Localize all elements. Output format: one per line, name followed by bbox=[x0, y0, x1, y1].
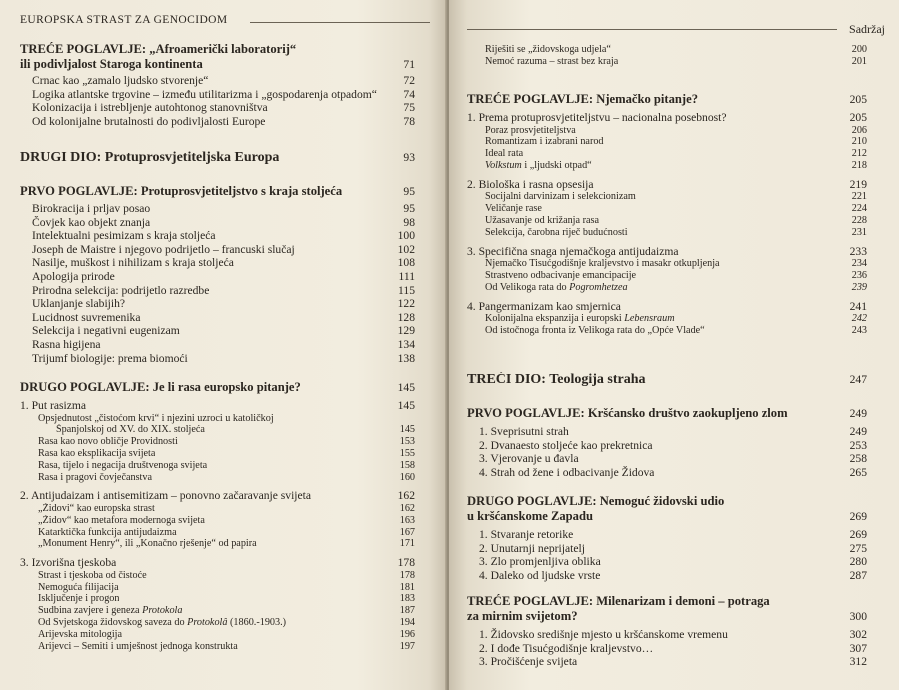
toc-entry bbox=[467, 466, 867, 480]
page-number: 221 bbox=[851, 191, 867, 203]
entry-title: Prirodna selekcija: podrijetlo razredbe bbox=[32, 283, 210, 297]
toc-entry bbox=[467, 655, 867, 669]
page-number: 212 bbox=[851, 148, 867, 160]
entry-title: Rasa, tijelo i negacija društvenoga svijeta bbox=[38, 459, 208, 471]
toc-block-christian-society bbox=[467, 406, 867, 479]
entry-title: Trijumf biologije: prema biomoći bbox=[32, 351, 188, 365]
page-number: 128 bbox=[397, 310, 415, 324]
toc-entry bbox=[20, 297, 415, 311]
page-number: 206 bbox=[851, 124, 867, 136]
entry-title: 3. Zlo promjenljiva oblika bbox=[479, 555, 601, 569]
page-number: 265 bbox=[849, 465, 867, 479]
toc-entry bbox=[20, 88, 415, 102]
entry-title: Selekcija i negativni eugenizam bbox=[32, 324, 180, 338]
toc-entry bbox=[20, 641, 415, 653]
page-number: 138 bbox=[397, 351, 415, 365]
chapter-title-line: DRUGO POGLAVLJE: Nemoguć židovski udio bbox=[467, 494, 725, 508]
page-number: 205 bbox=[849, 93, 867, 106]
entry-title: Nemoć razuma – strast bez kraja bbox=[485, 55, 619, 67]
toc-entry bbox=[20, 338, 415, 352]
entry-title: Volkstum i „ljudski otpad“ bbox=[485, 159, 592, 171]
toc-entry bbox=[467, 160, 867, 172]
entry-title: 4. Strah od žene i odbacivanje Židova bbox=[479, 465, 655, 479]
toc-entry bbox=[467, 439, 867, 453]
section-entry: 1. Prema protuprosvjetiteljstvu – nacionalna posebnost? 205 bbox=[467, 111, 867, 124]
entry-title: Strast i tjeskoba od čistoće bbox=[38, 569, 147, 581]
toc-entry bbox=[20, 605, 415, 617]
toc-entry bbox=[467, 542, 867, 556]
page-number: 231 bbox=[851, 226, 867, 238]
page-number: 224 bbox=[851, 203, 867, 215]
toc-entry bbox=[20, 229, 415, 243]
toc-block-counter-enlightenment bbox=[20, 184, 415, 365]
chapter-heading bbox=[467, 494, 867, 524]
chapter-heading bbox=[467, 594, 867, 624]
section-entry: 1. Put rasizma 145 bbox=[20, 399, 415, 412]
toc-entry bbox=[467, 215, 867, 227]
entry-title: Romantizam i izabrani narod bbox=[485, 136, 604, 148]
toc-entry bbox=[20, 527, 415, 539]
page-number: 134 bbox=[397, 337, 415, 351]
toc-entry bbox=[467, 282, 867, 294]
page-number: 228 bbox=[851, 214, 867, 226]
page-number: 196 bbox=[399, 628, 415, 640]
entry-title: Sudbina zavjere i geneza Protokola bbox=[38, 605, 183, 617]
page-number: 247 bbox=[849, 373, 867, 386]
page-number: 95 bbox=[403, 185, 415, 198]
toc-entry bbox=[467, 555, 867, 569]
entry-title: Veličanje rase bbox=[485, 203, 542, 215]
toc-entry bbox=[20, 216, 415, 230]
page-number: 241 bbox=[849, 299, 867, 313]
page-number: 102 bbox=[397, 242, 415, 256]
toc-entry bbox=[20, 436, 415, 448]
page-number: 218 bbox=[851, 159, 867, 171]
toc-entry bbox=[467, 642, 867, 656]
entry-title: Lucidnost suvremenika bbox=[32, 310, 141, 324]
chapter-title-line: TREĆE POGLAVLJE: „Afroamerički laboratorij“ bbox=[20, 42, 297, 56]
page-number: 187 bbox=[399, 605, 415, 617]
entry-title: Arijevska mitologija bbox=[38, 628, 123, 640]
entry-title: 3. Pročišćenje svijeta bbox=[479, 655, 578, 669]
chapter-title-line: ili podivljalost Staroga kontinenta bbox=[20, 57, 203, 71]
page-number: 163 bbox=[399, 514, 415, 526]
chapter-title-line: u kršćanskome Zapadu bbox=[467, 509, 593, 523]
page-number: 183 bbox=[399, 593, 415, 605]
right-page bbox=[449, 0, 899, 690]
toc-entry bbox=[467, 628, 867, 642]
page-number: 300 bbox=[849, 610, 867, 623]
entry-title: Strastveno odbacivanje emancipacije bbox=[485, 269, 637, 281]
page-number: 145 bbox=[397, 381, 415, 394]
entry-title: Arijevci – Semiti i umješnost jednoga konstrukta bbox=[38, 640, 238, 652]
section-entry: 3. Specifična snaga njemačkoga antijudaizma 233 bbox=[467, 244, 867, 258]
page-number: 194 bbox=[399, 616, 415, 628]
entry-title: Rasna higijena bbox=[32, 337, 101, 351]
entry-title: Birokracija i prljav posao bbox=[32, 202, 151, 215]
toc-entry bbox=[20, 460, 415, 472]
page-number: 200 bbox=[851, 44, 867, 55]
entry-title: Riješiti se „židovskoga udjela“ bbox=[485, 44, 611, 55]
entry-title: 3. Vjerovanje u đavla bbox=[479, 452, 579, 466]
page-number: 234 bbox=[851, 258, 867, 270]
page-number: 249 bbox=[849, 425, 867, 438]
page-number: 219 bbox=[849, 177, 867, 191]
toc-entry bbox=[467, 325, 867, 337]
page-number: 75 bbox=[403, 101, 415, 115]
entry-title: Joseph de Maistre i njegovo podrijetlo – francuski slučaj bbox=[32, 242, 295, 256]
toc-entry bbox=[467, 203, 867, 215]
entry-title: Od kolonijalne brutalnosti do podivljalosti Europe bbox=[32, 114, 266, 128]
toc-entry bbox=[20, 311, 415, 325]
entry-title: Rasa i pragovi čovječanstva bbox=[38, 471, 153, 483]
page-number: 269 bbox=[849, 510, 867, 523]
entry-title: Ideal rata bbox=[485, 148, 524, 160]
entry-title: Kolonijalna ekspanzija i europski Lebensraum bbox=[485, 313, 675, 325]
page-number: 153 bbox=[399, 436, 415, 448]
page-number: 201 bbox=[851, 55, 867, 67]
entry-title: „Monument Henry“, ili „Konačno rješenje“ od papira bbox=[38, 538, 257, 550]
entry-title: Od Svjetskoga židovskog saveza do Protokolâ (1860.-1903.) bbox=[38, 616, 287, 628]
page-number: 160 bbox=[399, 471, 415, 483]
toc-block-afroamerican bbox=[20, 42, 415, 128]
entry-title: „Židov“ kao metafora modernoga svijeta bbox=[38, 514, 205, 526]
entry-title: Isključenje i progon bbox=[38, 593, 120, 605]
page-number: 307 bbox=[849, 641, 867, 655]
toc-block-race-question bbox=[20, 380, 415, 652]
entry-title: Užasavanje od križanja rasa bbox=[485, 214, 599, 226]
page-number: 162 bbox=[399, 502, 415, 514]
toc-entry bbox=[20, 570, 415, 582]
page-number: 72 bbox=[403, 74, 415, 87]
entry-title: 4. Daleko od ljudske vrste bbox=[479, 568, 601, 582]
toc-block-millenarianism bbox=[467, 594, 867, 669]
entry-title: Katarktička funkcija antijudaizma bbox=[38, 526, 177, 538]
page-number: 287 bbox=[849, 568, 867, 582]
toc-entry bbox=[20, 115, 415, 129]
entry-title: Čovjek kao objekt znanja bbox=[32, 215, 151, 229]
entry-title: Nemoguća filijacija bbox=[38, 581, 119, 593]
running-head-right: Sadržaj bbox=[849, 22, 885, 36]
entry-title: 2. Unutarnji neprijatelj bbox=[479, 541, 585, 555]
chapter-heading: TREĆE POGLAVLJE: Njemačko pitanje? 205 bbox=[467, 92, 867, 106]
entry-title: 2. I dođe Tisućgodišnje kraljevstvo… bbox=[479, 641, 654, 655]
part-heading: TREĆI DIO: Teologija straha 247 bbox=[467, 372, 867, 387]
entry-title: Logika atlantske trgovine – između utilitarizma i „gospodarenja otpadom“ bbox=[32, 87, 377, 101]
toc-entry bbox=[467, 425, 867, 439]
toc-entry bbox=[467, 44, 867, 56]
toc-entry bbox=[467, 528, 867, 542]
page-number: 205 bbox=[849, 111, 867, 124]
header-rule bbox=[250, 22, 430, 23]
section-entry: 3. Izvorišna tjeskoba 178 bbox=[20, 556, 415, 570]
page-number: 129 bbox=[397, 324, 415, 338]
toc-entry bbox=[20, 582, 415, 594]
entry-title: Intelektualni pesimizam s kraja stoljeća bbox=[32, 229, 216, 243]
page-number: 243 bbox=[851, 324, 867, 336]
chapter-title-line: za mirnim svijetom? bbox=[467, 609, 578, 623]
entry-title: Selekcija, čarobna riječ budućnosti bbox=[485, 226, 628, 238]
toc-entry bbox=[467, 191, 867, 203]
page-number: 312 bbox=[849, 655, 867, 669]
page-number: 74 bbox=[403, 87, 415, 101]
toc-entry bbox=[467, 569, 867, 583]
page-number: 145 bbox=[397, 399, 415, 412]
page-number: 93 bbox=[403, 151, 415, 164]
toc-entry bbox=[20, 538, 415, 550]
page-number: 108 bbox=[397, 256, 415, 270]
toc-entry bbox=[20, 284, 415, 298]
page-number: 236 bbox=[851, 269, 867, 281]
toc-block-german-question bbox=[467, 92, 867, 337]
chapter-heading bbox=[20, 42, 415, 72]
page-number: 253 bbox=[849, 438, 867, 452]
toc-entry bbox=[467, 258, 867, 270]
page-number: 178 bbox=[397, 556, 415, 570]
page-number: 158 bbox=[399, 459, 415, 471]
page-number: 178 bbox=[399, 569, 415, 581]
entry-title: „Židovi“ kao europska strast bbox=[38, 502, 155, 514]
toc-entry bbox=[467, 56, 867, 68]
toc-entry bbox=[20, 101, 415, 115]
page-number: 162 bbox=[397, 489, 415, 503]
entry-title: 1. Sveprisutni strah bbox=[479, 425, 569, 438]
toc-entry bbox=[20, 424, 415, 436]
toc-block-jewish-share bbox=[467, 494, 867, 582]
running-head-left: EUROPSKA STRAST ZA GENOCIDOM bbox=[20, 14, 228, 26]
page-number: 242 bbox=[851, 313, 867, 325]
section-entry: 4. Pangermanizam kao smjernica 241 bbox=[467, 299, 867, 313]
section-entry: 2. Biološka i rasna opsesija 219 bbox=[467, 177, 867, 191]
page-number: 239 bbox=[851, 281, 867, 293]
toc-entry bbox=[20, 270, 415, 284]
chapter-heading: PRVO POGLAVLJE: Protuprosvjetiteljstvo s kraja stoljeća 95 bbox=[20, 184, 415, 198]
page-number: 78 bbox=[403, 114, 415, 128]
page-number: 145 bbox=[399, 424, 415, 436]
toc-part-two bbox=[20, 150, 415, 166]
toc-entry bbox=[467, 313, 867, 325]
chapter-title-line: TREĆE POGLAVLJE: Milenarizam i demoni – potraga bbox=[467, 594, 770, 608]
toc-entry bbox=[20, 324, 415, 338]
toc-entry bbox=[20, 413, 415, 425]
entry-title: Rasa kao eksplikacija svijeta bbox=[38, 447, 156, 459]
entry-title: Socijalni darvinizam i selekcionizam bbox=[485, 191, 636, 203]
toc-entry bbox=[20, 256, 415, 270]
entry-title: Apologija prirode bbox=[32, 269, 115, 283]
entry-title: Nasilje, muškost i nihilizam s kraja stoljeća bbox=[32, 256, 234, 270]
page-number: 111 bbox=[398, 269, 415, 283]
page-number: 302 bbox=[849, 628, 867, 641]
chapter-heading: DRUGO POGLAVLJE: Je li rasa europsko pitanje? 145 bbox=[20, 380, 415, 394]
page-number: 167 bbox=[399, 526, 415, 538]
page-number: 258 bbox=[849, 452, 867, 466]
page-number: 275 bbox=[849, 541, 867, 555]
page-number: 269 bbox=[849, 528, 867, 541]
page-number: 100 bbox=[397, 229, 415, 243]
section-entry: 2. Antijudaizam i antisemitizam – ponovno začaravanje svijeta 162 bbox=[20, 489, 415, 503]
page-number: 249 bbox=[849, 407, 867, 420]
toc-entry bbox=[20, 352, 415, 366]
chapter-heading: PRVO POGLAVLJE: Kršćansko društvo zaokupljeno zlom 249 bbox=[467, 406, 867, 420]
toc-entry bbox=[467, 270, 867, 282]
page-number: 98 bbox=[403, 215, 415, 229]
toc-entry bbox=[20, 593, 415, 605]
page-number: 155 bbox=[399, 447, 415, 459]
page-number: 210 bbox=[851, 136, 867, 148]
page-number: 181 bbox=[399, 581, 415, 593]
entry-title: Rasa kao novo obličje Providnosti bbox=[38, 436, 178, 448]
entry-title: Kolonizacija i istrebljenje autohtonog stanovništva bbox=[32, 101, 268, 115]
toc-entry bbox=[20, 515, 415, 527]
entry-title: Njemačko Tisućgodišnje kraljevstvo i masakr otkupljenja bbox=[485, 258, 720, 270]
entry-title: Od istočnoga fronta iz Velikoga rata do „Opće Vlade“ bbox=[485, 324, 705, 336]
header-rule bbox=[467, 29, 837, 30]
toc-entry bbox=[20, 629, 415, 641]
toc-part-three bbox=[467, 372, 867, 388]
toc-entry bbox=[467, 136, 867, 148]
entry-title: Crnac kao „zamalo ljudsko stvorenje“ bbox=[32, 74, 209, 87]
toc-entry bbox=[20, 503, 415, 515]
part-heading: DRUGI DIO: Protuprosvjetiteljska Europa 93 bbox=[20, 150, 415, 165]
entry-title: 1. Stvaranje retorike bbox=[479, 528, 574, 541]
page-number: 197 bbox=[399, 640, 415, 652]
entry-title: Od Velikoga rata do Pogromhetzea bbox=[485, 281, 628, 293]
entry-title: 1. Židovsko središnje mjesto u kršćanskome vremenu bbox=[479, 628, 728, 641]
page-number: 233 bbox=[849, 244, 867, 258]
entry-title: Španjolskoj od XV. do XIX. stoljeća bbox=[56, 424, 205, 436]
entry-title: Opsjednutost „čistoćom krvi“ i njezini uzroci u katoličkoj bbox=[38, 412, 274, 424]
page-number: 122 bbox=[397, 297, 415, 311]
left-page bbox=[0, 0, 447, 690]
page-number: 171 bbox=[399, 538, 415, 550]
entry-title: Poraz prosvjetiteljstva bbox=[485, 124, 576, 136]
toc-entry bbox=[467, 125, 867, 137]
entry-title: Uklanjanje slabijih? bbox=[32, 297, 126, 311]
toc-entry bbox=[20, 202, 415, 216]
toc-entry bbox=[20, 617, 415, 629]
toc-entry bbox=[20, 472, 415, 484]
toc-entry bbox=[20, 74, 415, 88]
toc-entry bbox=[467, 227, 867, 239]
toc-entry bbox=[20, 448, 415, 460]
page-number: 280 bbox=[849, 555, 867, 569]
page-number: 71 bbox=[403, 58, 415, 71]
page-number: 115 bbox=[398, 283, 415, 297]
toc-entry bbox=[20, 243, 415, 257]
entry-title: 2. Dvanaesto stoljeće kao prekretnica bbox=[479, 438, 653, 452]
toc-entry bbox=[467, 148, 867, 160]
page-number: 95 bbox=[403, 202, 415, 215]
toc-entry bbox=[467, 452, 867, 466]
toc-top-continuation bbox=[467, 44, 867, 68]
